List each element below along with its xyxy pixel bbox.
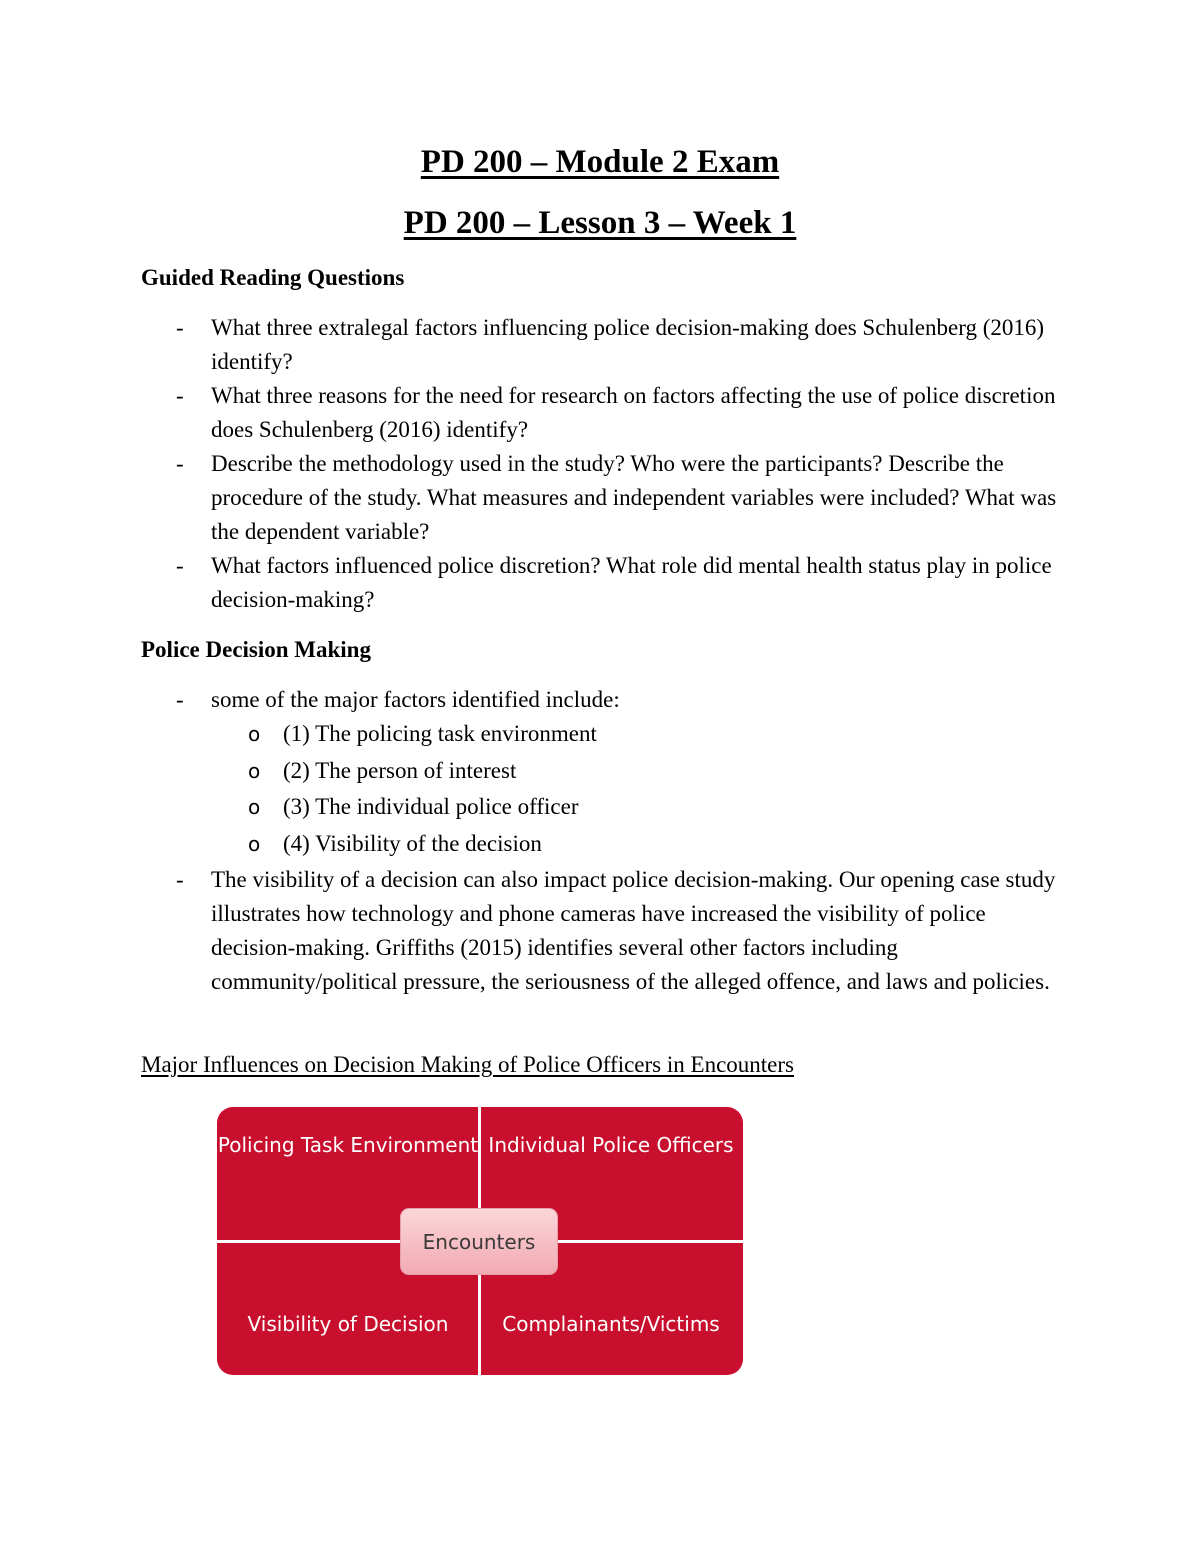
list-item: - What three reasons for the need for research on factors affecting the use of police discretion does Schulenberg (2016) identify? — [141, 379, 1071, 447]
quadrant-policing-task-environment: Policing Task Environment — [217, 1133, 479, 1157]
guided-reading-list — [141, 311, 1071, 617]
visibility-list — [141, 863, 1071, 999]
list-item: - Describe the methodology used in the study? Who were the participants? Describe the procedure of the study. What measures and independent variables were included? What was the dependent variable? — [141, 447, 1071, 549]
quadrant-complainants-victims: Complainants/Victims — [502, 1312, 720, 1336]
circle-bullet: o — [248, 758, 261, 783]
lesson-title: PD 200 – Lesson 3 – Week 1 — [403, 205, 797, 241]
list-item: - What three extralegal factors influencing police decision-making does Schulenberg (2016) identify? — [141, 311, 1071, 379]
quadrant-individual-police-officers: Individual Police Officers — [488, 1133, 734, 1157]
influences-diagram — [217, 1107, 743, 1375]
factors-sublist — [141, 716, 597, 863]
sub-list-item: o (2) The person of interest — [141, 753, 597, 790]
dash-bullet: - — [176, 315, 184, 340]
document-title: PD 200 – Module 2 Exam — [420, 144, 780, 180]
dash-bullet: - — [176, 553, 184, 578]
circle-bullet: o — [248, 795, 261, 820]
factors-intro-list — [141, 683, 1071, 717]
list-item: - some of the major factors identified include: — [141, 683, 1071, 717]
dash-bullet: - — [176, 867, 184, 892]
sub-list-item: o (3) The individual police officer — [141, 789, 597, 826]
circle-bullet: o — [248, 832, 261, 857]
dash-bullet: - — [176, 451, 184, 476]
circle-bullet: o — [248, 722, 261, 746]
dash-bullet: - — [176, 687, 184, 712]
list-item: - What factors influenced police discretion? What role did mental health status play in police decision-making? — [141, 549, 1071, 617]
dash-bullet: - — [176, 383, 184, 408]
sub-list-item: o (4) Visibility of the decision — [141, 826, 597, 863]
police-decision-heading: Police Decision Making — [141, 637, 371, 662]
guided-reading-heading: Guided Reading Questions — [141, 265, 405, 290]
list-item: - The visibility of a decision can also impact police decision-making. Our opening case study illustrates how technology and phone cameras have increased the visibility of police decision-making. Griffiths (2015) identifies several other factors including community/political pressure, the seriousness of the alleged offence, and laws and policies. — [141, 863, 1071, 999]
center-encounters-box: Encounters — [400, 1208, 558, 1275]
quadrant-visibility-of-decision: Visibility of Decision — [247, 1312, 449, 1336]
sub-list-item: o (1) The policing task environment — [141, 716, 597, 753]
diagram-heading: Major Influences on Decision Making of Police Officers in Encounters — [141, 1052, 794, 1077]
